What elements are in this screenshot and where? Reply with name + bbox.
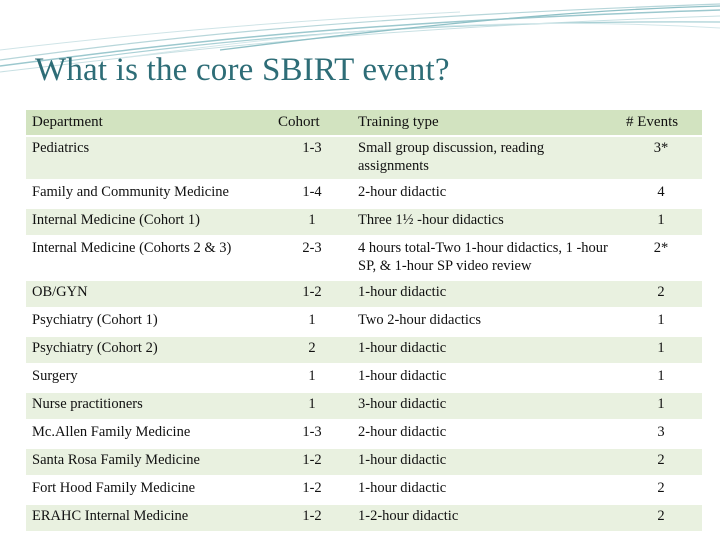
cell-cohort: 1-2 — [272, 476, 352, 504]
table-row — [26, 208, 702, 236]
cell-department: Mc.Allen Family Medicine — [26, 420, 272, 448]
table-row — [26, 448, 702, 476]
table-row — [26, 364, 702, 392]
cell-department: OB/GYN — [26, 280, 272, 308]
cell-training-type: 1-hour didactic — [352, 448, 620, 476]
cell-cohort: 1 — [272, 392, 352, 420]
cell-events: 2* — [620, 236, 702, 280]
header-training-type: Training type — [352, 110, 620, 136]
cell-training-type: 1-hour didactic — [352, 364, 620, 392]
cell-cohort: 1 — [272, 364, 352, 392]
cell-training-type: 2-hour didactic — [352, 420, 620, 448]
cell-events: 3 — [620, 420, 702, 448]
cell-training-type: 4 hours total-Two 1-hour didactics, 1 -hour SP, & 1-hour SP video review — [352, 236, 620, 280]
table-header-row — [26, 110, 702, 136]
cell-training-type: 1-hour didactic — [352, 476, 620, 504]
table-row — [26, 236, 702, 280]
cell-department: Psychiatry (Cohort 1) — [26, 308, 272, 336]
cell-events: 1 — [620, 336, 702, 364]
cell-training-type: 2-hour didactic — [352, 180, 620, 208]
sbirt-events-table — [26, 110, 702, 533]
table-row — [26, 280, 702, 308]
cell-cohort: 1-2 — [272, 280, 352, 308]
cell-training-type: Two 2-hour didactics — [352, 308, 620, 336]
cell-training-type: Small group discussion, reading assignments — [352, 136, 620, 180]
cell-training-type: 3-hour didactic — [352, 392, 620, 420]
cell-cohort: 1-4 — [272, 180, 352, 208]
cell-events: 2 — [620, 448, 702, 476]
cell-department: Santa Rosa Family Medicine — [26, 448, 272, 476]
table-row — [26, 308, 702, 336]
cell-cohort: 2 — [272, 336, 352, 364]
cell-department: Nurse practitioners — [26, 392, 272, 420]
cell-cohort: 2-3 — [272, 236, 352, 280]
cell-events: 3* — [620, 136, 702, 180]
cell-training-type: 1-hour didactic — [352, 280, 620, 308]
cell-department: Pediatrics — [26, 136, 272, 180]
cell-events: 2 — [620, 476, 702, 504]
cell-cohort: 1-3 — [272, 136, 352, 180]
cell-department: Internal Medicine (Cohorts 2 & 3) — [26, 236, 272, 280]
cell-department: Family and Community Medicine — [26, 180, 272, 208]
cell-training-type: 1-hour didactic — [352, 336, 620, 364]
cell-events: 2 — [620, 504, 702, 532]
cell-cohort: 1-3 — [272, 420, 352, 448]
cell-department: Fort Hood Family Medicine — [26, 476, 272, 504]
cell-department: Surgery — [26, 364, 272, 392]
table-row — [26, 476, 702, 504]
cell-training-type: Three 1½ -hour didactics — [352, 208, 620, 236]
table-row — [26, 180, 702, 208]
cell-department: Psychiatry (Cohort 2) — [26, 336, 272, 364]
cell-department: Internal Medicine (Cohort 1) — [26, 208, 272, 236]
slide-title: What is the core SBIRT event? — [35, 52, 450, 88]
cell-events: 1 — [620, 308, 702, 336]
cell-events: 4 — [620, 180, 702, 208]
header-cohort: Cohort — [272, 110, 352, 136]
cell-cohort: 1-2 — [272, 504, 352, 532]
cell-department: ERAHC Internal Medicine — [26, 504, 272, 532]
cell-events: 1 — [620, 364, 702, 392]
table-row — [26, 504, 702, 532]
table-row — [26, 136, 702, 180]
header-events: # Events — [620, 110, 702, 136]
cell-events: 2 — [620, 280, 702, 308]
cell-cohort: 1-2 — [272, 448, 352, 476]
table-row — [26, 420, 702, 448]
cell-events: 1 — [620, 392, 702, 420]
header-department: Department — [26, 110, 272, 136]
table-row — [26, 392, 702, 420]
cell-cohort: 1 — [272, 208, 352, 236]
cell-training-type: 1-2-hour didactic — [352, 504, 620, 532]
cell-cohort: 1 — [272, 308, 352, 336]
cell-events: 1 — [620, 208, 702, 236]
table-row — [26, 336, 702, 364]
